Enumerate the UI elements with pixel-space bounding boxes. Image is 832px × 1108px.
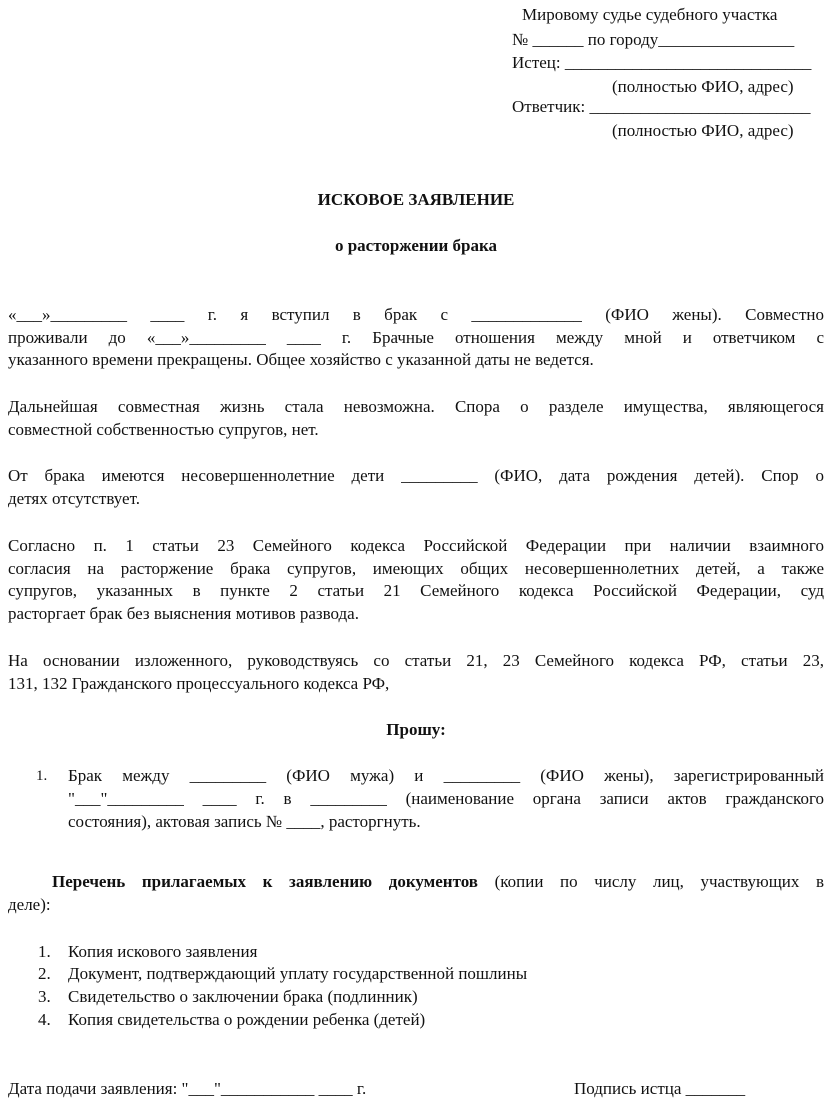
request-item-line: "___"_________ ____ г. в _________ (наименование органа записи актов гражданского <box>68 789 824 808</box>
paragraph-line: согласия на расторжение брака супругов, имеющих общих несовершеннолетних детей, а также <box>8 559 824 578</box>
paragraph-line: На основании изложенного, руководствуясь со статьи 21, 23 Семейного кодекса РФ, статьи 23, <box>8 651 824 670</box>
filing-date: Дата подачи заявления: "___"___________ ____ г. <box>8 1079 367 1098</box>
request-heading: Прошу: <box>386 720 446 739</box>
attachment-item: Свидетельство о заключении брака (подлинник) <box>68 987 418 1006</box>
document-title: ИСКОВОЕ ЗАЯВЛЕНИЕ <box>317 190 515 209</box>
paragraph-line: детях отсутствует. <box>8 489 140 508</box>
header-plaintiff: Истец: _____________________________ <box>512 53 812 72</box>
request-item-line: Брак между _________ (ФИО мужа) и _________ (ФИО жены), зарегистрированный <box>68 766 824 785</box>
attachments-heading-bold: Перечень прилагаемых к заявлению документов <box>52 872 478 891</box>
paragraph-line: проживали до «___»_________ ____ г. Брачные отношения между мной и ответчиком с <box>8 328 824 347</box>
header-defendant: Ответчик: __________________________ <box>512 97 811 116</box>
header-district: № ______ по городу________________ <box>512 30 795 49</box>
paragraph-line: 131, 132 Гражданского процессуального кодекса РФ, <box>8 674 390 693</box>
paragraph-line: От брака имеются несовершеннолетние дети _________ (ФИО, дата рождения детей). Спор о <box>8 466 824 485</box>
header-to-judge: Мировому судье судебного участка <box>522 5 778 24</box>
request-item-line: состояния), актовая запись № ____, расторгнуть. <box>68 812 421 831</box>
paragraph-line: супругов, указанных в пункте 2 статьи 21 Семейного кодекса Российской Федерации, суд <box>8 581 824 600</box>
paragraph-line: «___»_________ ____ г. я вступил в брак с _____________ (ФИО жены). Совместно <box>8 305 824 324</box>
paragraph-line: Дальнейшая совместная жизнь стала невозможна. Спора о разделе имущества, являющегося <box>8 397 824 416</box>
attachment-number: 3. <box>38 987 51 1006</box>
paragraph-line: расторгает брак без выяснения мотивов развода. <box>8 604 359 623</box>
paragraph-line: совместной собственностью супругов, нет. <box>8 420 319 439</box>
attachment-number: 1. <box>38 942 51 961</box>
header-defendant-hint: (полностью ФИО, адрес) <box>612 121 794 140</box>
attachment-item: Копия свидетельства о рождении ребенка (детей) <box>68 1010 426 1029</box>
paragraph-line: Согласно п. 1 статьи 23 Семейного кодекса Российской Федерации при наличии взаимного <box>8 536 824 555</box>
header-plaintiff-hint: (полностью ФИО, адрес) <box>612 77 794 96</box>
plaintiff-signature: Подпись истца _______ <box>574 1079 746 1098</box>
attachments-heading <box>52 871 824 893</box>
attachment-item: Копия искового заявления <box>68 942 258 961</box>
attachment-item: Документ, подтверждающий уплату государственной пошлины <box>68 964 528 983</box>
attachment-number: 4. <box>38 1010 51 1029</box>
document-subtitle: о расторжении брака <box>334 236 498 255</box>
attachments-heading-cont: деле): <box>8 895 51 914</box>
paragraph-line: указанного времени прекращены. Общее хозяйство с указанной даты не ведется. <box>8 350 594 369</box>
request-item-number: 1. <box>36 768 48 784</box>
attachment-number: 2. <box>38 964 51 983</box>
attachments-heading-rest: (копии по числу лиц, участвующих в <box>478 872 825 891</box>
